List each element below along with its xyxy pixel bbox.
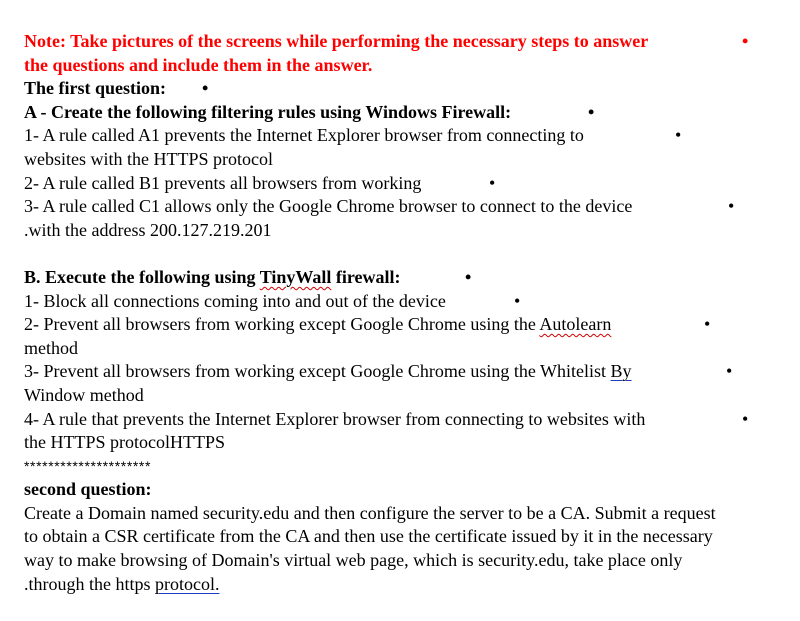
bullet-marker: • xyxy=(726,361,733,382)
bullet-marker: • xyxy=(489,172,496,193)
q1-heading xyxy=(24,77,794,101)
q2-line-3 xyxy=(24,549,794,573)
document-body xyxy=(24,30,794,596)
part-b-item-2-line-2 xyxy=(24,337,794,361)
q2-line-1 xyxy=(24,502,794,526)
q1-heading-text: The first question: xyxy=(24,78,167,99)
part-b-item-4-line-2 xyxy=(24,431,794,455)
part-b-item-1-text: 1- Block all connections coming into and out of the device xyxy=(24,290,446,311)
part-b-item-2-line-1 xyxy=(24,313,794,337)
part-a-heading-text: A - Create the following filtering rules using Windows Firewall: xyxy=(24,101,512,122)
rule-a1-text-2: websites with the HTTPS protocol xyxy=(24,148,273,169)
bullet-marker: • xyxy=(728,196,735,217)
q2-heading-text: second question: xyxy=(24,479,152,500)
bullet-marker: • xyxy=(514,290,521,311)
part-b-heading xyxy=(24,266,794,290)
q2-heading xyxy=(24,478,794,502)
part-b-heading-before: B. Execute the following using xyxy=(24,266,260,287)
bullet-marker: • xyxy=(588,101,595,122)
rule-c1-text-2: .with the address 200.127.219.201 xyxy=(24,219,272,240)
part-b-item-4-text-2: the HTTPS protocolHTTPS xyxy=(24,432,225,453)
part-b-item-4-text-1: 4- A rule that prevents the Internet Explorer browser from connecting to websites with xyxy=(24,408,646,429)
q2-text-1: Create a Domain named security.edu and then configure the server to be a CA. Submit a request xyxy=(24,502,716,523)
note-line-2 xyxy=(24,54,794,78)
rule-c1-line-2 xyxy=(24,219,794,243)
part-b-item-2-before: 2- Prevent all browsers from working except Google Chrome using the xyxy=(24,314,540,335)
bullet-marker: • xyxy=(742,408,749,429)
bullet-marker: • xyxy=(704,314,711,335)
by-term: By xyxy=(610,361,632,382)
q2-text-3: way to make browsing of Domain's virtual web page, which is security.edu, take place only xyxy=(24,550,683,571)
note-text-1: Note: Take pictures of the screens while performing the necessary steps to answer xyxy=(24,31,649,51)
bullet-marker: • xyxy=(202,78,209,99)
note-text-2: the questions and include them in the answer. xyxy=(24,54,373,75)
part-b-item-4-line-1 xyxy=(24,408,794,432)
blank-line xyxy=(24,242,794,266)
bullet-marker: • xyxy=(742,31,749,51)
q2-text-2: to obtain a CSR certificate from the CA and then use the certificate issued by it in the necessary xyxy=(24,526,713,547)
part-b-item-3-line-2 xyxy=(24,384,794,408)
part-b-heading-after: firewall: xyxy=(331,266,401,287)
protocol-link: protocol. xyxy=(155,573,220,594)
q2-line-2 xyxy=(24,525,794,549)
part-b-item-1 xyxy=(24,290,794,314)
rule-c1-line-1 xyxy=(24,195,794,219)
note-line-1 xyxy=(24,30,794,54)
part-a-heading xyxy=(24,101,794,125)
part-b-item-3-text-2: Window method xyxy=(24,384,144,405)
separator-stars: ********************* xyxy=(24,457,152,474)
bullet-marker: • xyxy=(465,266,472,287)
rule-a1-line-2 xyxy=(24,148,794,172)
autolearn-term: Autolearn xyxy=(539,314,612,335)
bullet-marker: • xyxy=(675,125,682,146)
tinywall-term: TinyWall xyxy=(259,266,332,287)
part-b-item-2-text-2: method xyxy=(24,337,78,358)
q2-text-4-before: .through the https xyxy=(24,573,155,594)
rule-b1-line xyxy=(24,172,794,196)
part-b-item-3-before: 3- Prevent all browsers from working except Google Chrome using the Whitelist xyxy=(24,361,611,382)
part-b-item-3-line-1 xyxy=(24,360,794,384)
rule-c1-text-1: 3- A rule called C1 allows only the Google Chrome browser to connect to the device xyxy=(24,196,633,217)
rule-a1-text-1: 1- A rule called A1 prevents the Internet Explorer browser from connecting to xyxy=(24,125,584,146)
q2-line-4 xyxy=(24,573,794,597)
rule-a1-line-1 xyxy=(24,124,794,148)
rule-b1-text: 2- A rule called B1 prevents all browsers from working xyxy=(24,172,422,193)
